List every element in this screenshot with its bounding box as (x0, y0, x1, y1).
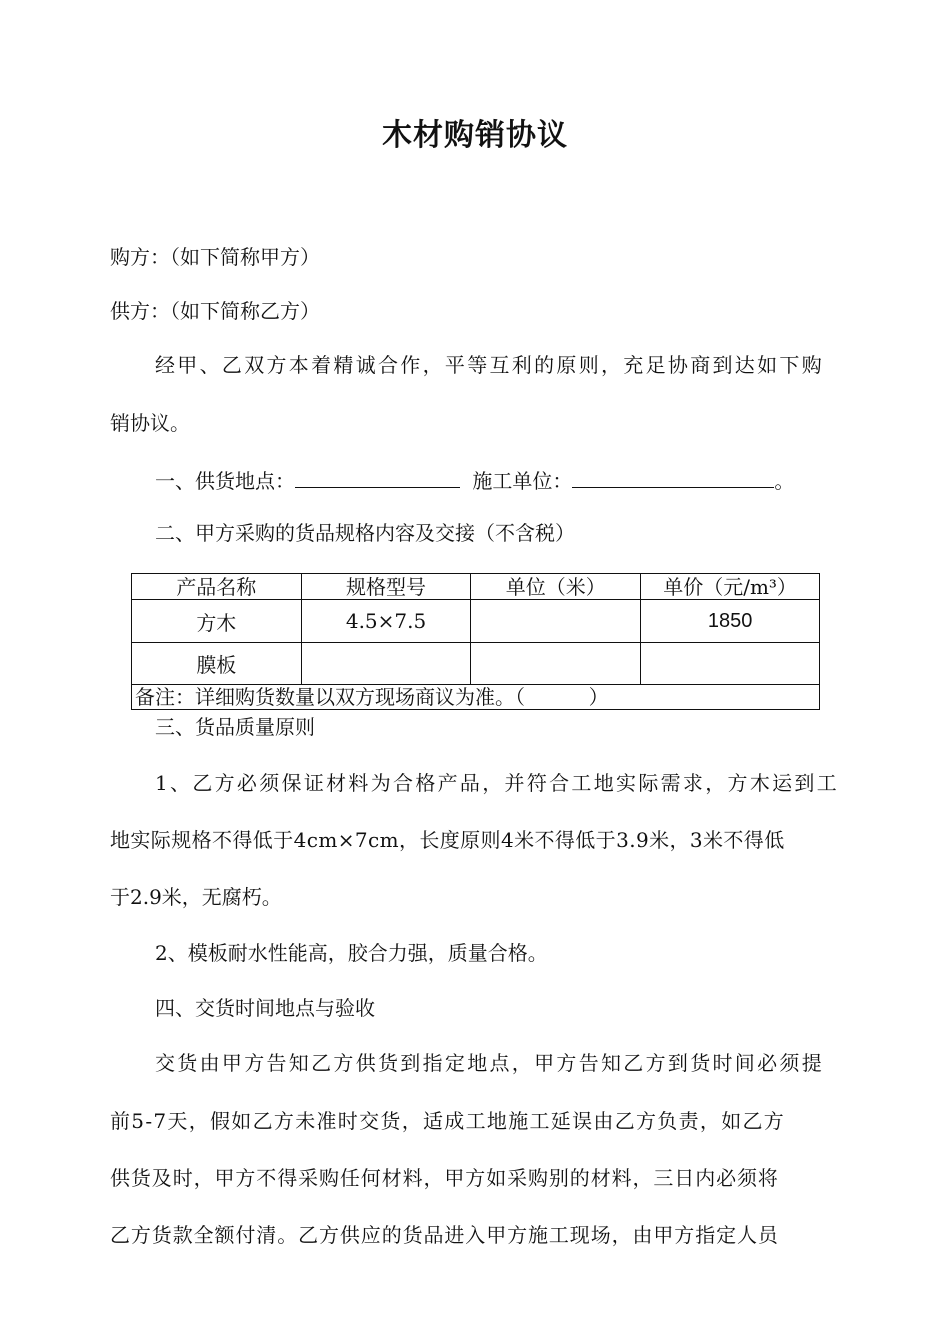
table-cell: 方木 (132, 600, 302, 643)
intro-paragraph-line-2: 销协议。 (110, 411, 190, 435)
intro-paragraph-line-1: 经甲、乙双方本着精诚合作，平等互利的原则，充足协商到达如下购 (155, 353, 824, 377)
section-1-line (155, 465, 890, 495)
construction-unit-blank[interactable] (572, 465, 774, 488)
section-4-heading: 四、交货时间地点与验收 (155, 996, 375, 1020)
supplier-line: 供方：（如下简称乙方） (110, 299, 320, 323)
document-title: 木材购销协议 (382, 118, 568, 153)
table-header-cell: 单价（元/m³） (641, 574, 820, 600)
table-header-cell: 规格型号 (301, 574, 471, 600)
table-note-row (132, 685, 820, 710)
delivery-location-blank[interactable] (295, 465, 460, 488)
section-2-heading: 二、甲方采购的货品规格内容及交接（不含税） (155, 521, 575, 545)
delivery-paragraph-line-4: 乙方货款全额付清。乙方供应的货品进入甲方施工现场，由甲方指定人员 (110, 1223, 779, 1247)
delivery-paragraph-line-2: 前5-7天，假如乙方未准时交货，适成工地施工延误由乙方负责，如乙方 (110, 1109, 786, 1133)
delivery-paragraph-line-3: 供货及时，甲方不得采购任何材料，甲方如采购别的材料，三日内必须将 (110, 1166, 779, 1190)
quality-item-1-line-2: 地实际规格不得低于4cm×7cm，长度原则4米不得低于3.9米，3米不得低 (110, 828, 785, 852)
table-header-row (132, 574, 820, 600)
table-cell (301, 643, 471, 685)
buyer-line: 购方：（如下简称甲方） (110, 245, 320, 269)
table-note: 备注：详细购货数量以双方现场商议为准。（ ） (132, 685, 820, 710)
table-cell (471, 600, 641, 643)
quality-item-1-line-3: 于2.9米，无腐朽。 (110, 885, 282, 909)
table-cell: 1850 (641, 600, 820, 643)
delivery-paragraph-line-1: 交货由甲方告知乙方供货到指定地点，甲方告知乙方到货时间必须提 (155, 1051, 824, 1075)
table-cell (641, 643, 820, 685)
table-row (132, 600, 820, 643)
delivery-location-label: 一、供货地点： (155, 469, 295, 493)
quality-item-2: 2、模板耐水性能高，胶合力强，质量合格。 (155, 941, 548, 965)
section-1-end: 。 (774, 469, 795, 493)
quality-item-1-line-1: 1、乙方必须保证材料为合格产品，并符合工地实际需求，方木运到工 (155, 771, 840, 795)
table-cell: 膜板 (132, 643, 302, 685)
section-3-heading: 三、货品质量原则 (155, 715, 315, 739)
table-cell (471, 643, 641, 685)
specs-table (131, 573, 820, 710)
table-cell: 4.5×7.5 (301, 600, 471, 643)
table-header-cell: 产品名称 (132, 574, 302, 600)
construction-unit-label: 施工单位： (472, 469, 573, 493)
table-header-cell: 单位（米） (471, 574, 641, 600)
table-row (132, 643, 820, 685)
